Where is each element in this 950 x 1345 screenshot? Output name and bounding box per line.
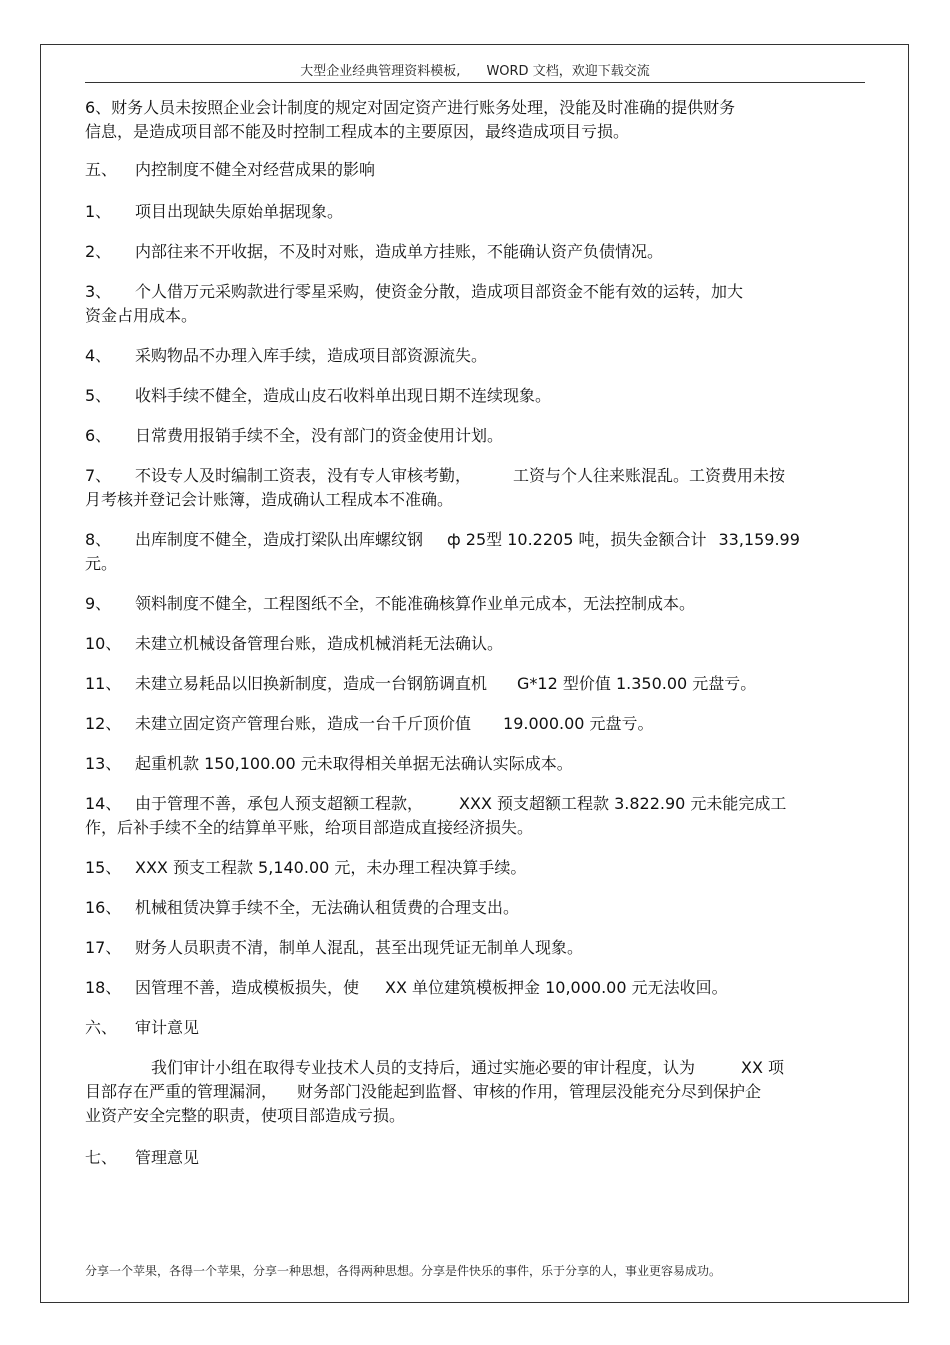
list-item-15: 15、 XXX 预支工程款 5,140.00 元，未办理工程决算手续。 bbox=[85, 858, 527, 877]
section-5-heading: 五、 内控制度不健全对经营成果的影响 bbox=[85, 160, 376, 179]
list-item-11: 11、 未建立易耗品以旧换新制度，造成一台钢筋调直机 G*12 型价值 1.350.00 元盘亏。 bbox=[85, 674, 757, 693]
list-item-16: 16、 机械租赁决算手续不全，无法确认租赁费的合理支出。 bbox=[85, 898, 520, 917]
page-header bbox=[85, 60, 865, 79]
paragraph-item-6-prev-cont: 信息，是造成项目部不能及时控制工程成本的主要原因，最终造成项目亏损。 bbox=[85, 122, 630, 141]
list-item-8: 8、 出库制度不健全，造成打梁队出库螺纹钢 ф 25型 10.2205 吨，损失金额合计 33,159.99 bbox=[85, 530, 800, 549]
header-divider bbox=[85, 82, 865, 83]
list-item-1: 1、 项目出现缺失原始单据现象。 bbox=[85, 202, 344, 221]
list-item-5: 5、 收料手续不健全，造成山皮石收料单出现日期不连续现象。 bbox=[85, 386, 552, 405]
list-item-18: 18、 因管理不善，造成模板损失，使 XX 单位建筑模板押金 10,000.00 元无法收回。 bbox=[85, 978, 728, 997]
audit-opinion-line-2: 目部存在严重的管理漏洞， 财务部门没能起到监督、审核的作用，管理层没能充分尽到保护企 bbox=[85, 1082, 762, 1101]
audit-opinion-line-3: 业资产安全完整的职责，使项目部造成亏损。 bbox=[85, 1106, 406, 1125]
list-item-10: 10、 未建立机械设备管理台账，造成机械消耗无法确认。 bbox=[85, 634, 504, 653]
list-item-14-cont: 作，后补手续不全的结算单平账，给项目部造成直接经济损失。 bbox=[85, 818, 534, 837]
list-item-9: 9、 领料制度不健全，工程图纸不全，不能准确核算作业单元成本，无法控制成本。 bbox=[85, 594, 696, 613]
list-item-7: 7、 不设专人及时编制工资表，没有专人审核考勤， 工资与个人往来账混乱。工资费用未按 bbox=[85, 466, 786, 485]
list-item-17: 17、 财务人员职责不清，制单人混乱，甚至出现凭证无制单人现象。 bbox=[85, 938, 584, 957]
audit-opinion-line-1: 我们审计小组在取得专业技术人员的支持后，通过实施必要的审计程度，认为 XX 项 bbox=[151, 1058, 785, 1077]
list-item-13: 13、 起重机款 150,100.00 元未取得相关单据无法确认实际成本。 bbox=[85, 754, 573, 773]
header-right: WORD 文档，欢迎下载交流 bbox=[486, 64, 650, 79]
list-item-3: 3、 个人借万元采购款进行零星采购，使资金分散，造成项目部资金不能有效的运转，加大 bbox=[85, 282, 744, 301]
list-item-3-cont: 资金占用成本。 bbox=[85, 306, 198, 325]
list-item-8-cont: 元。 bbox=[85, 554, 118, 573]
list-item-7-cont: 月考核并登记会计账簿，造成确认工程成本不准确。 bbox=[85, 490, 454, 509]
section-6-heading: 六、 审计意见 bbox=[85, 1018, 200, 1037]
list-item-4: 4、 采购物品不办理入库手续，造成项目部资源流失。 bbox=[85, 346, 488, 365]
section-7-heading: 七、 管理意见 bbox=[85, 1148, 200, 1167]
list-item-14: 14、 由于管理不善，承包人预支超额工程款， XXX 预支超额工程款 3.822.90 元未能完成工 bbox=[85, 794, 787, 813]
list-item-2: 2、 内部往来不开收据，不及时对账，造成单方挂账，不能确认资产负债情况。 bbox=[85, 242, 664, 261]
header-left: 大型企业经典管理资料模板, bbox=[300, 64, 461, 79]
paragraph-item-6-prev: 6、财务人员未按照企业会计制度的规定对固定资产进行账务处理，没能及时准确的提供财务 bbox=[85, 98, 736, 117]
page-footer: 分享一个苹果，各得一个苹果，分享一种思想，各得两种思想。分享是件快乐的事件，乐于分享的人，事业更容易成功。 bbox=[85, 1264, 722, 1278]
list-item-12: 12、 未建立固定资产管理台账，造成一台千斤顶价值 19.000.00 元盘亏。 bbox=[85, 714, 654, 733]
list-item-6: 6、 日常费用报销手续不全，没有部门的资金使用计划。 bbox=[85, 426, 504, 445]
